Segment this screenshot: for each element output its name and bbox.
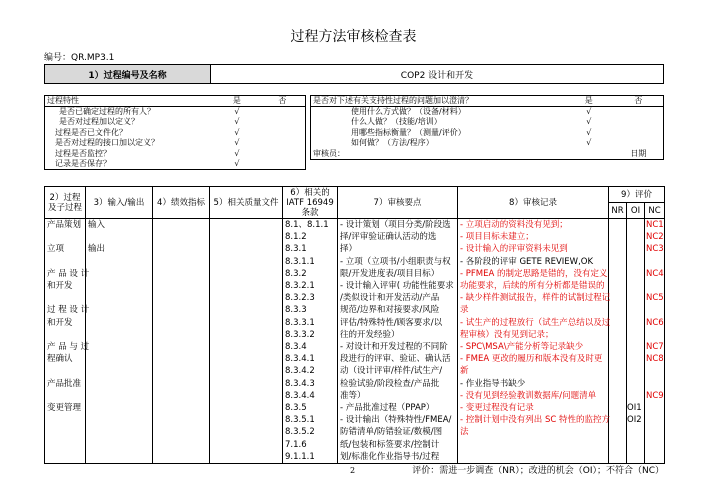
check-item: 是否对过程加以定义？ [59,117,139,127]
check-item: 是否已确定过程的所有人？ [59,107,155,116]
check-item: 是否对过程的接口加以定义？ [55,138,159,148]
clause-line: 8.1、8.1.1 [285,220,329,230]
nc-value: NC7 [646,342,664,353]
clause-line: 8.3.4.1 [285,354,315,365]
audit-point-line: - 设计输出（特殊特性/FMEA/ [340,415,452,426]
nc-value: NC5 [646,293,664,304]
clause-line: 8.3.1 [285,244,307,255]
yes-header: 是 [214,96,260,107]
audit-point-line: - 立项（立项书/小组职责与权 [340,256,451,267]
audit-table [44,186,665,464]
quality-docs-cell [210,219,283,464]
process-header [44,64,664,84]
oi-value [627,243,644,255]
clause-line: 8.3.2.3 [285,293,315,304]
col-nc: NC [645,203,665,219]
audit-record-line: 功能要求，后续的所有分析都是错误的 [460,281,605,292]
audit-point-line: 检验试验/阶段检查/产品批 [340,378,440,389]
process-value: COP2 设计和开发 [400,70,474,81]
audit-point-line: /类似设计和开发活动/产品 [340,293,440,304]
audit-point-line: 划/标准化作业指导书/过程 [340,451,440,462]
oi-value [627,280,644,292]
nc-value: NC1 [646,220,664,230]
check-mark: √ [234,148,240,158]
audit-point-line: - 产品批准过程（PPAP） [340,403,435,414]
clause-line: 9.1.1.1 [285,451,315,462]
clause-line: 7.1.6 [285,439,307,450]
nc-value: NC3 [646,244,664,255]
col-nr: NR [609,203,627,219]
audit-record-line: - SPC\MSA\产能分析等记录缺少 [460,342,584,353]
oi-value [627,256,644,268]
audit-record-line: - 作业指导书缺少 [460,378,526,389]
process-line: 产 品 与 过 [47,342,90,353]
check-mark: √ [586,107,592,116]
oi-value [627,304,644,316]
audit-record-line: 录 [460,305,469,316]
check-item: 用哪些指标衡量？（测量/评价） [351,127,466,137]
nc-value: NC6 [646,317,664,328]
process-line [47,365,83,377]
check-mark: √ [234,159,240,168]
audit-records-cell [458,219,609,464]
col-iatf-clauses: 6）相关的IATF 16949条款 [283,187,338,219]
check-item: 过程是否已文件化？ [55,127,127,137]
nr-cell [609,219,627,464]
audit-record-line: - 没有见到经验教训数据库/问题清单 [460,390,597,401]
date-label: 日期 [630,148,647,158]
oi-cell [627,219,645,464]
audit-record-line: 新 [460,366,469,377]
check-item: 使用什么方式做？（设备/材料） [351,107,466,116]
process-line: 产品批准 [47,378,82,389]
process-line: 和开发 [47,281,73,292]
audit-point-line: 防错清单/防错验证/数模/图 [340,427,443,438]
evaluation-legend: 评价：需进一步调查（NR）；改进的机会（OI）；不符合（NC） [412,466,664,476]
oi-value [627,378,644,390]
audit-point-line: 段进行的评审、验证、确认活 [340,354,451,365]
process-characteristics-table [44,95,306,170]
iatf-clauses-cell [283,219,338,464]
nc-cell [645,219,665,464]
clause-line: 8.1.2 [285,232,307,243]
audit-record-line: 法 [460,427,469,438]
col-input-output: 3）输入/输出 [86,187,153,219]
oi-value [627,365,644,377]
clause-line: 8.3.3.2 [285,329,315,340]
audit-point-line: - 设计输入评审( 功能性能要求 [340,281,454,292]
yes-header: 是 [564,96,614,107]
nc-value: NC4 [646,268,664,279]
oi-value [627,268,644,280]
support-header: 是否对下述有关支持性过程的问题加以澄清？ [311,96,564,107]
col-quality-docs: 5）相关质量文件 [210,187,283,219]
process-line: 产品策划 [47,220,82,230]
audit-record-line: - 控制计划中没有列出 SC 特性的监控方 [460,415,611,426]
audit-record-line: - 试生产的过程放行（试生产总结以及过 [460,317,611,328]
process-line [47,256,83,268]
col-audit-points: 7）审核要点 [338,187,458,219]
oi-value [627,341,644,353]
nc-value [646,329,664,341]
process-line [47,329,83,341]
process-line: 过 程 设 计 [47,305,90,316]
oi-value [627,353,644,365]
nc-value [646,365,664,377]
process-line [47,390,83,402]
audit-points-cell [338,219,458,464]
oi-value [627,390,644,402]
process-line: 立项 [47,244,65,255]
check-mark: √ [586,117,592,127]
clause-line: 8.3.5.1 [285,415,315,426]
nc-value [646,280,664,292]
audit-point-line: - 对设计和开发过程的不同阶 [340,342,448,353]
nc-value [646,256,664,268]
audit-record-line: - 设计输入的评审资料未见到 [460,244,568,255]
audit-point-line: - 设计策划（项目分类/阶段选 [340,220,451,230]
kpi-cell [153,219,210,464]
support-process-table [310,95,664,160]
audit-record-line: 程审核）没有见到记录； [460,329,554,340]
clause-line: 8.3.1.1 [285,256,315,267]
check-mark: √ [234,138,240,148]
nc-value: NC8 [646,354,664,365]
io-line: 输入 [88,220,106,230]
audit-point-line: 规范/边界和对接要求/风险 [340,305,440,316]
oi-value [627,329,644,341]
nc-value: NC9 [646,390,664,401]
page-number: 2 [350,466,356,475]
process-label: 1）过程编号及名称 [45,65,211,83]
audit-point-line: 限/开发进度表/项目目标） [340,268,440,279]
audit-point-line: 评估/特殊特性/顾客要求/以 [340,317,443,328]
audit-point-line: 准等） [340,390,366,401]
audit-record-line: - 缺少样件测试报告，样件的试制过程记 [460,293,611,304]
audit-record-line: - 项目目标未建立； [460,232,534,243]
check-item: 过程是否监控？ [55,148,111,158]
clause-line: 8.3.2 [285,268,307,279]
nc-value: NC2 [646,232,664,243]
characteristics-header: 过程特性 [45,96,215,107]
nc-value [646,378,664,390]
input-output-cell [86,219,153,464]
process-line [47,292,83,304]
no-header: 否 [614,96,664,107]
auditor-label: 审核员： [313,148,345,158]
no-header: 否 [260,96,306,107]
clause-line: 8.3.3 [285,305,307,316]
process-line [47,231,83,243]
io-line [88,231,150,243]
process-line: 和开发 [47,317,73,328]
process-line: 变更管理 [47,403,82,414]
audit-record-line: - 各阶段的评审 GETE REVIEW,OK [460,256,594,267]
audit-point-line: 择/评审验证确认活动的选 [340,232,437,243]
oi-value [627,231,644,243]
nc-value [646,304,664,316]
check-mark: √ [586,127,592,137]
check-item: 如何做？（方法/程序） [351,138,434,148]
page-title: 过程方法审核检查表 [290,29,417,45]
clause-line: 8.3.4.4 [285,390,315,401]
oi-value: OI2 [627,415,642,426]
process-line: 产 品 设 计 [47,268,90,279]
oi-value [627,292,644,304]
document-number: 编号：QR.MP3.1 [44,53,115,63]
clause-line: 8.3.4 [285,342,307,353]
col-evaluation: 9）评价 [609,187,665,203]
check-mark: √ [586,138,592,148]
clause-line: 8.3.2.1 [285,281,315,292]
process-cell [45,219,90,464]
audit-record-line: - FMEA 更改的履历和版本没有及时更 [460,354,603,365]
audit-point-line: 择） [340,244,358,255]
audit-point-line: 动（设计评审/样件/试生产/ [340,366,443,377]
oi-value: OI1 [627,403,642,414]
clause-line: 8.3.3.1 [285,317,315,328]
check-mark: √ [234,117,240,127]
audit-point-line: 纸/包装和标签要求/控制计 [340,439,440,450]
check-mark: √ [234,107,240,116]
audit-point-line: 往的开发经验） [340,329,400,340]
clause-line: 8.3.5.2 [285,427,315,438]
clause-line: 8.3.5 [285,403,307,414]
audit-record-line: - PFMEA 的制定思路是错的，没有定义 [460,268,608,279]
io-line: 输出 [88,244,106,255]
col-audit-records: 8）审核记录 [458,187,609,219]
col-kpi: 4）绩效指标 [153,187,210,219]
oi-value [627,317,644,329]
clause-line: 8.3.4.2 [285,366,315,377]
check-item: 记录是否保存？ [55,159,111,168]
clause-line: 8.3.4.3 [285,378,315,389]
audit-record-line: - 立项启动的资料没有见到； [460,220,568,230]
check-mark: √ [234,127,240,137]
oi-value [627,219,644,231]
col-process: 2）过程及子过程 [45,187,86,219]
col-oi: OI [627,203,645,219]
check-item: 什么人做？（技能/培训） [351,117,442,127]
process-line: 程确认 [47,354,73,365]
audit-record-line: - 变更过程没有记录 [460,403,534,414]
